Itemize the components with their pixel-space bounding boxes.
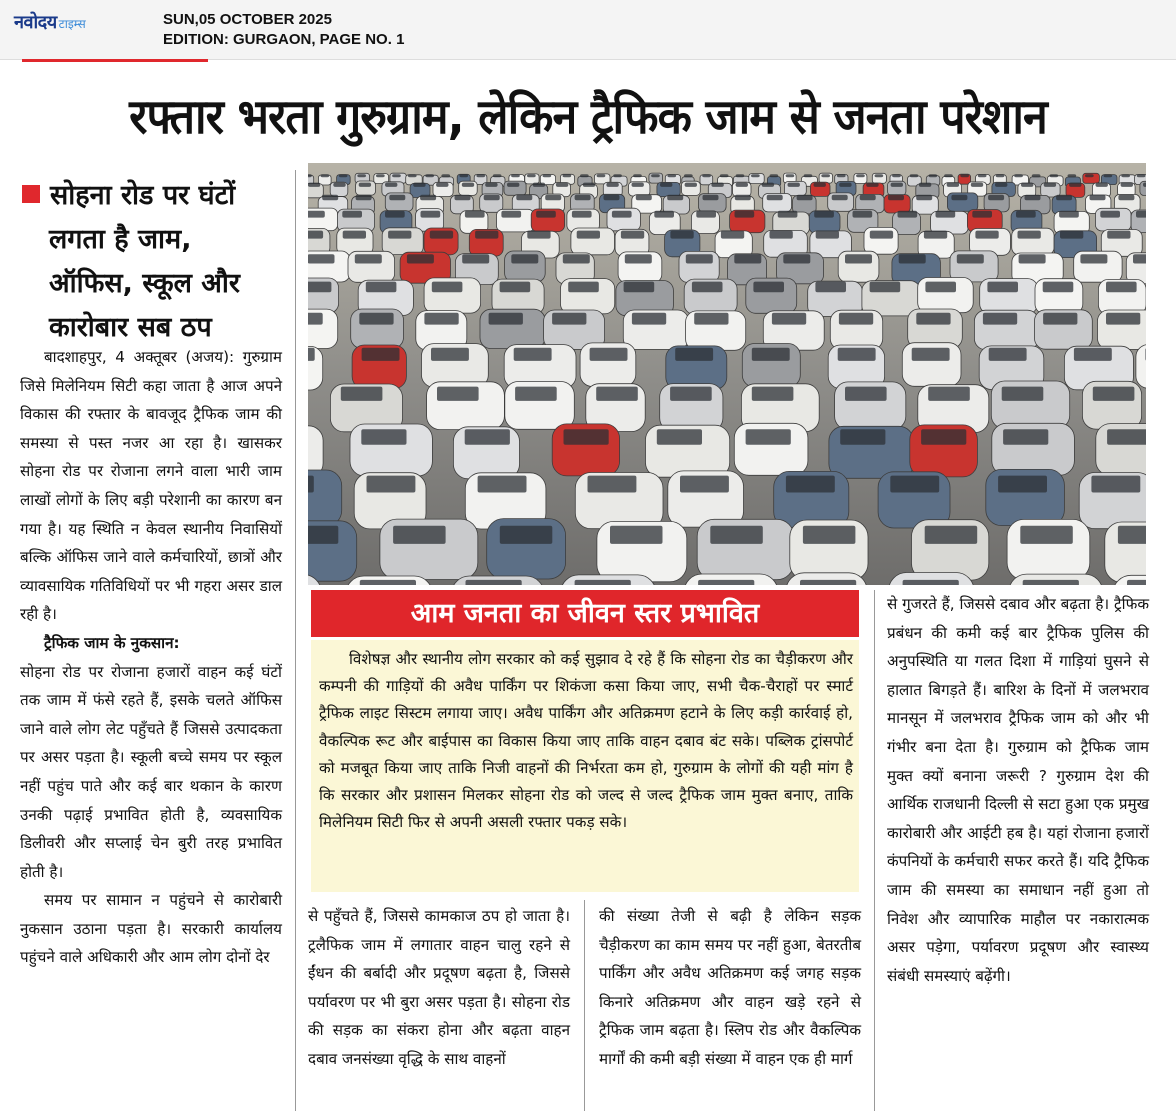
car-windshield bbox=[1090, 195, 1106, 201]
car-windshield bbox=[670, 387, 712, 401]
car-windshield bbox=[355, 254, 382, 263]
car-windshield bbox=[322, 195, 338, 201]
car-windshield bbox=[392, 174, 401, 177]
car-windshield bbox=[925, 526, 978, 544]
car-windshield bbox=[610, 526, 663, 544]
car-windshield bbox=[436, 183, 448, 187]
car-windshield bbox=[921, 429, 966, 445]
car-windshield bbox=[484, 195, 500, 201]
car-windshield bbox=[839, 313, 873, 325]
car-windshield bbox=[919, 183, 931, 187]
car-windshield bbox=[515, 387, 557, 401]
article-column-mid-1 bbox=[308, 902, 570, 1074]
car-windshield bbox=[597, 174, 606, 177]
car-windshield bbox=[343, 231, 366, 239]
car-windshield bbox=[983, 313, 1017, 325]
car-windshield bbox=[711, 183, 723, 187]
car-windshield bbox=[845, 387, 887, 401]
car-windshield bbox=[308, 254, 335, 263]
car-windshield bbox=[367, 476, 416, 493]
car-windshield bbox=[891, 183, 903, 187]
car-windshield bbox=[455, 195, 471, 201]
car-windshield bbox=[1080, 254, 1107, 263]
car-windshield bbox=[563, 174, 572, 177]
car-windshield bbox=[821, 174, 830, 177]
car-windshield bbox=[797, 195, 813, 201]
car-windshield bbox=[972, 211, 992, 218]
article-paragraph: से पहुँचते हैं, जिससे कामकाज ठप हो जाता है। ट्रलैफिक जाम में लगातार वाहन चालु रहने से ईंधन की बर्बादी और प्रदूषण बढ़ता है, जिससे पर्यावरण पर भी बुरा असर पड़ता है। सोहना रोड की सड़क का संकरा होना और बढ़ता वाहन दबाव जनसंख्या वृद्धि के साथ वाहनों bbox=[308, 907, 570, 1068]
car-windshield bbox=[710, 526, 763, 544]
car-windshield bbox=[441, 174, 450, 177]
car-windshield bbox=[514, 348, 552, 361]
paragraph-body: सोहना रोड पर रोजाना हजारों वाहन कई घंटों तक जाम में फंसे रहते हैं, इसके चलते ऑफिस जाने वाले लोग लेट पहुँचते हैं जिससे उत्पादकता पर असर पड़ता है। स्कूली बच्चे समय पर स्कूल नहीं पहुंच पाते और कई बार थकान के कारण उनकी पढ़ाई प्रभावित होती है, व्यवसायिक डिलीवरी और सप्लाई चेन बुरी तरह प्रभावित होती है। bbox=[20, 662, 282, 881]
car-windshield bbox=[459, 174, 468, 177]
car-windshield bbox=[632, 183, 644, 187]
car-windshield bbox=[837, 174, 846, 177]
car-windshield bbox=[753, 282, 784, 293]
car-windshield bbox=[421, 211, 441, 218]
car-windshield bbox=[840, 429, 885, 445]
car-windshield bbox=[720, 174, 729, 177]
car-windshield bbox=[1107, 429, 1146, 445]
car-windshield bbox=[1118, 195, 1134, 201]
car-windshield bbox=[613, 174, 622, 177]
car-windshield bbox=[916, 313, 950, 325]
article-paragraph: बादशाहपुर, 4 अक्तूबर (अजय): गुरुग्राम जिसे मिलेनियम सिटी कहा जाता है आज अपने विकास की रफ्तार के बावजूद ट्रैफिक जाम की समस्या से पस्त नजर आ रहा है। खासकर सोहना रोड पर रोजाना लगने वाला भारी जाम लाखों लोगों के लिए बड़ी परेशानी का कारण बन गया है। यह स्थिति न केवल स्थानीय निवासियों बल्कि ऑफिस जाने वाले कर्मचारियों, छात्रों और व्यावसायिक गतिविधियों पर भी गहरा असर डाल रही है। bbox=[20, 348, 282, 624]
car-shape bbox=[1136, 345, 1146, 389]
car-windshield bbox=[308, 348, 315, 361]
car-windshield bbox=[1107, 231, 1130, 239]
car-windshield bbox=[786, 476, 835, 493]
car-windshield bbox=[675, 348, 713, 361]
car-windshield bbox=[1002, 387, 1044, 401]
car-windshield bbox=[1121, 183, 1133, 187]
car-windshield bbox=[308, 526, 338, 544]
car-windshield bbox=[816, 231, 839, 239]
car-windshield bbox=[500, 526, 553, 544]
car-windshield bbox=[366, 282, 397, 293]
car-windshield bbox=[951, 195, 967, 201]
car-windshield bbox=[752, 348, 790, 361]
car-windshield bbox=[543, 174, 552, 177]
car-windshield bbox=[1133, 254, 1146, 263]
car-windshield bbox=[814, 211, 834, 218]
car-windshield bbox=[475, 231, 498, 239]
car-windshield bbox=[860, 195, 876, 201]
car-windshield bbox=[1137, 174, 1146, 177]
car-windshield bbox=[1018, 231, 1041, 239]
car-windshield bbox=[420, 195, 436, 201]
car-windshield bbox=[1096, 183, 1108, 187]
car-windshield bbox=[1104, 174, 1113, 177]
car-windshield bbox=[632, 313, 666, 325]
car-windshield bbox=[1025, 195, 1041, 201]
car-windshield bbox=[734, 254, 761, 263]
car-windshield bbox=[1074, 348, 1112, 361]
car-windshield bbox=[624, 282, 655, 293]
car-windshield bbox=[702, 174, 711, 177]
car-windshield bbox=[995, 183, 1007, 187]
car-windshield bbox=[385, 211, 405, 218]
car-windshield bbox=[971, 183, 983, 187]
car-windshield bbox=[1043, 282, 1074, 293]
car-windshield bbox=[308, 282, 331, 293]
car-windshield bbox=[925, 282, 956, 293]
article-column-mid-2 bbox=[599, 902, 861, 1074]
car-windshield bbox=[536, 211, 556, 218]
car-windshield bbox=[341, 387, 383, 401]
car-windshield bbox=[596, 387, 638, 401]
car-windshield bbox=[746, 429, 791, 445]
car-windshield bbox=[633, 174, 642, 177]
car-windshield bbox=[308, 183, 320, 187]
car-windshield bbox=[430, 231, 453, 239]
car-windshield bbox=[692, 282, 723, 293]
car-windshield bbox=[465, 429, 510, 445]
car-windshield bbox=[1068, 174, 1077, 177]
car-windshield bbox=[767, 195, 783, 201]
car-windshield bbox=[489, 313, 523, 325]
car-windshield bbox=[778, 211, 798, 218]
subhead-line-1: सोहना रोड पर घंटों bbox=[50, 180, 236, 211]
car-windshield bbox=[527, 174, 536, 177]
car-windshield bbox=[612, 211, 632, 218]
car-windshield bbox=[359, 183, 371, 187]
car-windshield bbox=[751, 174, 760, 177]
car-windshield bbox=[685, 183, 697, 187]
car-windshield bbox=[357, 174, 366, 177]
car-windshield bbox=[1106, 313, 1140, 325]
car-windshield bbox=[339, 174, 348, 177]
logo-main-text: नवोदय bbox=[14, 12, 57, 33]
car-windshield bbox=[660, 183, 672, 187]
car-windshield bbox=[1093, 387, 1135, 401]
car-windshield bbox=[680, 476, 729, 493]
car-windshield bbox=[360, 580, 416, 585]
car-windshield bbox=[670, 231, 693, 239]
car-windshield bbox=[407, 254, 434, 263]
car-windshield bbox=[462, 183, 474, 187]
car-windshield bbox=[511, 174, 520, 177]
car-windshield bbox=[527, 231, 550, 239]
column-divider bbox=[874, 590, 875, 1111]
car-windshield bbox=[838, 348, 876, 361]
car-windshield bbox=[1060, 231, 1083, 239]
car-windshield bbox=[425, 174, 434, 177]
car-windshield bbox=[1056, 195, 1072, 201]
car-windshield bbox=[957, 254, 984, 263]
car-windshield bbox=[924, 231, 947, 239]
car-windshield bbox=[485, 183, 497, 187]
car-windshield bbox=[1020, 526, 1073, 544]
car-windshield bbox=[892, 174, 901, 177]
car-windshield bbox=[890, 476, 939, 493]
car-windshield bbox=[1023, 580, 1079, 585]
car-windshield bbox=[580, 174, 589, 177]
car-windshield bbox=[916, 195, 932, 201]
car-windshield bbox=[903, 580, 959, 585]
car-windshield bbox=[1121, 174, 1130, 177]
car-windshield bbox=[356, 195, 372, 201]
car-windshield bbox=[437, 387, 479, 401]
car-windshield bbox=[1118, 526, 1146, 544]
car-windshield bbox=[667, 174, 676, 177]
article-paragraph: की संख्या तेजी से बढ़ी है लेकिन सड़क चैड़ीकरण का काम समय पर नहीं हुआ, बेतरतीब पार्किंग और अवैध अतिक्रमण कई जगह सड़क किनारे अतिक्रमण और वाहन खड़े रहने से ट्रैफिक जाम बढ़ता है। स्लिप रोड और वैकल्पिक मार्गों की कमी बड़ी संख्या में वाहन एक ही मार्ग bbox=[599, 907, 861, 1068]
car-windshield bbox=[654, 211, 674, 218]
car-windshield bbox=[783, 254, 810, 263]
car-windshield bbox=[936, 211, 956, 218]
car-windshield bbox=[1043, 313, 1077, 325]
car-windshield bbox=[507, 183, 519, 187]
car-windshield bbox=[465, 211, 485, 218]
car-windshield bbox=[501, 211, 521, 218]
car-windshield bbox=[770, 174, 779, 177]
car-windshield bbox=[563, 254, 590, 263]
column-divider bbox=[295, 170, 296, 1111]
highlight-box-text: विशेषज्ञ और स्थानीय लोग सरकार को कई सुझाव दे रहे हैं कि सोहना रोड का चैड़ीकरण और कम्पनी की गाड़ियों की अवैध पार्किंग पर शिकंजा कसा किया जाए, सभी चैक-चैराहों पर स्मार्ट ट्रैफिक लाइट सिस्टम लगाया जाए। अवैध पार्किंग और अतिक्रमण हटाने के लिए कड़ी कार्रवाई हो, वैकल्पिक रूट और बाईपास का विकास किया जाए ताकि वाहन दबाव बंट सके। पब्लिक ट्रांसपोर्ट को मजबूत किया जाए ताकि निजी वाहनों की निर्भरता कम हो, गुरुग्राम के लोगों की यही मांग है कि सरकार और प्रशासन मिलकर सोहना रोड को जल्द से जल्द ट्रैफिक जाम मुक्त बनाए, ताकि मिलेनियम सिटी फिर से अपनी असली रफ्तार पकड़ सके। bbox=[319, 650, 853, 832]
car-windshield bbox=[736, 183, 748, 187]
column-divider bbox=[584, 900, 585, 1111]
red-square-bullet-icon bbox=[22, 185, 40, 203]
car-windshield bbox=[1044, 183, 1056, 187]
car-windshield bbox=[929, 174, 938, 177]
car-windshield bbox=[975, 231, 998, 239]
car-windshield bbox=[832, 195, 848, 201]
car-windshield bbox=[1032, 174, 1041, 177]
car-windshield bbox=[308, 231, 323, 239]
car-windshield bbox=[870, 231, 893, 239]
car-windshield bbox=[1014, 174, 1023, 177]
car-windshield bbox=[698, 580, 754, 585]
car-windshield bbox=[815, 282, 846, 293]
issue-date: SUN,05 OCTOBER 2025 bbox=[163, 11, 332, 28]
car-windshield bbox=[1050, 174, 1059, 177]
car-windshield bbox=[568, 282, 599, 293]
car-windshield bbox=[772, 313, 806, 325]
car-windshield bbox=[898, 211, 918, 218]
car-windshield bbox=[533, 183, 545, 187]
car-windshield bbox=[636, 195, 652, 201]
car-windshield bbox=[786, 174, 795, 177]
car-windshield bbox=[1100, 211, 1120, 218]
edition-info: EDITION: GURGAON, PAGE NO. 1 bbox=[163, 31, 405, 48]
car-windshield bbox=[583, 183, 595, 187]
car-windshield bbox=[752, 387, 794, 401]
car-windshield bbox=[572, 211, 592, 218]
car-windshield bbox=[376, 174, 385, 177]
car-windshield bbox=[333, 183, 345, 187]
car-windshield bbox=[516, 195, 532, 201]
car-windshield bbox=[1069, 183, 1081, 187]
car-windshield bbox=[703, 195, 719, 201]
car-windshield bbox=[493, 174, 502, 177]
car-windshield bbox=[308, 476, 314, 493]
car-windshield bbox=[888, 195, 904, 201]
car-windshield bbox=[308, 313, 323, 325]
car-windshield bbox=[362, 348, 400, 361]
car-windshield bbox=[657, 429, 702, 445]
article-paragraph: समय पर सामान न पहुंचने से कारोबारी नुकसान उठाना पड़ता है। सरकारी कार्यालय पहुंचने वाले अधिकारी और आम लोग दोनों देर bbox=[20, 891, 282, 967]
logo-sub-text: टाइम्स bbox=[58, 17, 86, 31]
car-windshield bbox=[462, 254, 489, 263]
car-windshield bbox=[575, 580, 631, 585]
header-red-rule bbox=[22, 59, 208, 62]
car-windshield bbox=[590, 348, 628, 361]
car-windshield bbox=[359, 313, 393, 325]
car-windshield bbox=[735, 211, 755, 218]
car-windshield bbox=[389, 195, 405, 201]
car-windshield bbox=[814, 183, 826, 187]
car-windshield bbox=[478, 476, 527, 493]
car-windshield bbox=[912, 348, 950, 361]
car-windshield bbox=[413, 183, 425, 187]
car-windshield bbox=[721, 231, 744, 239]
car-windshield bbox=[1085, 174, 1094, 177]
traffic-jam-photo-drawing bbox=[308, 163, 1146, 585]
car-windshield bbox=[800, 580, 856, 585]
car-windshield bbox=[361, 429, 406, 445]
car-windshield bbox=[466, 580, 522, 585]
subhead-line-2: लगता है जाम, bbox=[49, 224, 192, 255]
car-windshield bbox=[604, 195, 620, 201]
car-windshield bbox=[944, 174, 953, 177]
edition-meta bbox=[163, 10, 404, 50]
article-paragraph: से गुजरते हैं, जिससे दबाव और बढ़ता है। ट्रैफिक प्रबंधन की कमी कई बार ट्रैफिक पुलिस की अनुपस्थिति या गलत दिशा में गाड़ियां घुसने से हालात बिगड़ते हैं। बारिश के दिनों में जलभराव मानसून में जलभराव ट्रैफिक जाम को और भी गंभीर बना देता है। गुरुग्राम को ट्रैफिक जाम मुक्त क्यों बनाना जरूरी ? गुरुग्राम देश की आर्थिक राजधानी दिल्ली से सटा हुआ एक प्रमुख कारोबारी और आईटी हब है। यहां रोजाना हजारों कंपनियों के कर्मचारी सफर करते हैं। यदि ट्रैफिक जाम की समस्या का समाधान नहीं हुआ तो निवेश और व्यापारिक माहौल पर नकारात्मक असर पड़ेगा, पर्यावरण प्रदूषण और स्वास्थ्य संबंधी समस्याएं बढ़ेंगी। bbox=[887, 595, 1149, 985]
section-heading: ट्रैफिक जाम के नुकसान: bbox=[44, 633, 180, 652]
car-windshield bbox=[987, 282, 1018, 293]
newspaper-logo[interactable] bbox=[14, 10, 86, 36]
car-windshield bbox=[1016, 211, 1036, 218]
car-windshield bbox=[577, 231, 600, 239]
car-windshield bbox=[575, 195, 591, 201]
car-windshield bbox=[1145, 348, 1146, 361]
car-windshield bbox=[928, 387, 970, 401]
car-windshield bbox=[762, 183, 774, 187]
car-windshield bbox=[735, 195, 751, 201]
car-windshield bbox=[960, 174, 969, 177]
car-windshield bbox=[870, 282, 901, 293]
car-windshield bbox=[651, 174, 660, 177]
subhead-line-4: कारोबार सब ठप bbox=[49, 312, 212, 343]
car-windshield bbox=[564, 429, 609, 445]
car-windshield bbox=[978, 174, 987, 177]
box-heading: आम जनता का जीवन स्तर प्रभावित bbox=[311, 590, 859, 637]
car-windshield bbox=[552, 313, 586, 325]
car-windshield bbox=[853, 211, 873, 218]
car-windshield bbox=[684, 174, 693, 177]
subheadline bbox=[22, 174, 292, 350]
car-windshield bbox=[545, 195, 561, 201]
car-windshield bbox=[321, 174, 330, 177]
car-windshield bbox=[989, 348, 1027, 361]
car-windshield bbox=[388, 231, 411, 239]
article-column-right bbox=[887, 590, 1149, 990]
car-windshield bbox=[875, 174, 884, 177]
car-windshield bbox=[998, 476, 1047, 493]
car-windshield bbox=[839, 183, 851, 187]
car-windshield bbox=[856, 174, 865, 177]
highlight-box bbox=[311, 640, 859, 892]
car-windshield bbox=[804, 174, 813, 177]
article-column-left bbox=[20, 343, 282, 972]
car-windshield bbox=[770, 231, 793, 239]
car-windshield bbox=[899, 254, 926, 263]
car-windshield bbox=[342, 211, 362, 218]
car-windshield bbox=[385, 183, 397, 187]
car-windshield bbox=[1059, 211, 1079, 218]
car-windshield bbox=[866, 183, 878, 187]
car-windshield bbox=[1021, 183, 1033, 187]
article-paragraph bbox=[20, 629, 282, 886]
car-windshield bbox=[556, 183, 568, 187]
car-windshield bbox=[696, 211, 716, 218]
car-windshield bbox=[424, 313, 458, 325]
car-windshield bbox=[621, 231, 644, 239]
car-windshield bbox=[1019, 254, 1046, 263]
car-windshield bbox=[606, 183, 618, 187]
subhead-line-3: ऑफिस, स्कूल और bbox=[49, 268, 240, 299]
car-windshield bbox=[308, 211, 325, 218]
car-windshield bbox=[947, 183, 959, 187]
car-windshield bbox=[667, 195, 683, 201]
car-windshield bbox=[1136, 211, 1146, 218]
car-windshield bbox=[686, 254, 713, 263]
car-windshield bbox=[1091, 476, 1140, 493]
car-windshield bbox=[511, 254, 538, 263]
car-windshield bbox=[1127, 580, 1146, 585]
car-windshield bbox=[408, 174, 417, 177]
car-windshield bbox=[1003, 429, 1048, 445]
page-header bbox=[0, 0, 1176, 60]
car-windshield bbox=[736, 174, 745, 177]
car-windshield bbox=[1106, 282, 1137, 293]
car-windshield bbox=[788, 183, 800, 187]
car-windshield bbox=[432, 282, 463, 293]
car-windshield bbox=[500, 282, 531, 293]
traffic-jam-photo[interactable] bbox=[308, 163, 1146, 585]
car-windshield bbox=[803, 526, 856, 544]
car-windshield bbox=[588, 476, 637, 493]
car-windshield bbox=[393, 526, 446, 544]
car-windshield bbox=[996, 174, 1005, 177]
car-windshield bbox=[845, 254, 872, 263]
car-windshield bbox=[625, 254, 652, 263]
car-windshield bbox=[694, 313, 728, 325]
car-windshield bbox=[910, 174, 919, 177]
car-windshield bbox=[431, 348, 469, 361]
main-headline: रफ्तार भरता गुरुग्राम, लेकिन ट्रैफिक जाम से जनता परेशान bbox=[129, 89, 1047, 145]
car-windshield bbox=[988, 195, 1004, 201]
car-windshield bbox=[476, 174, 485, 177]
